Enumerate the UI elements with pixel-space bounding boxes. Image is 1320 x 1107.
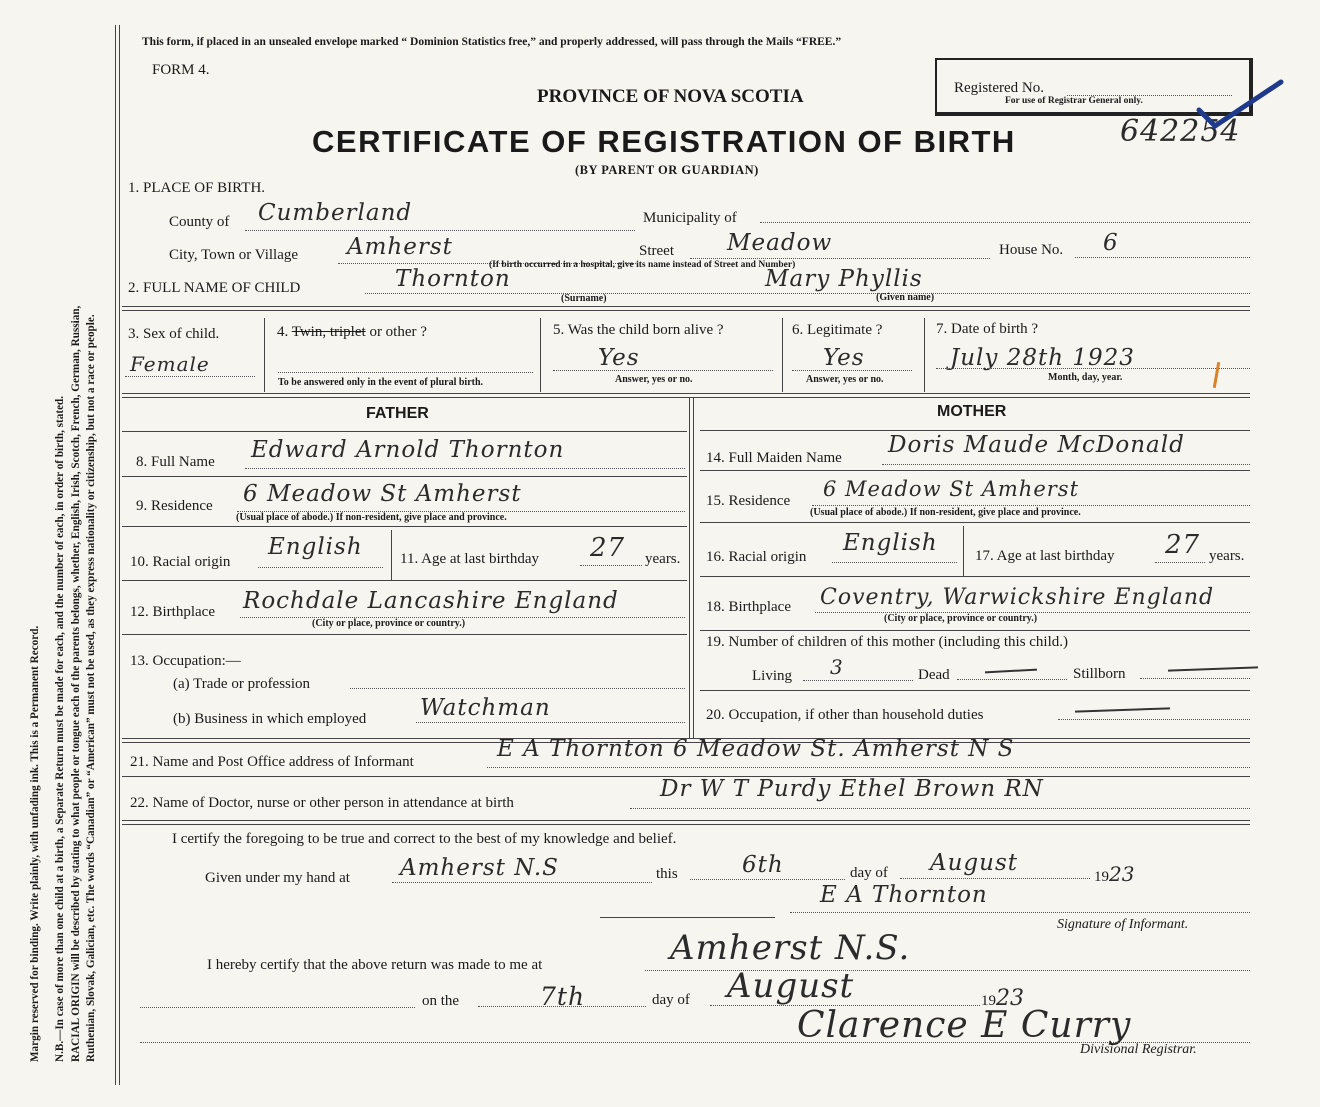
father-name-value: Edward Arnold Thornton (251, 437, 565, 463)
mother-occupation-label: 20. Occupation, if other than household duties (706, 707, 984, 723)
registrar-year-value: 23 (996, 986, 1024, 1011)
twin-struck: Twin, triplet (291, 324, 366, 340)
registered-no-label: Registered No. (954, 80, 1044, 96)
mother-age-label: 17. Age at last birthday (975, 548, 1115, 564)
hospital-note: (If birth occurred in a hospital, give its name instead of Street and Number) (489, 260, 796, 270)
given-place-value: Amherst N.S (400, 855, 559, 881)
father-heading: FATHER (366, 405, 429, 422)
city-label: City, Town or Village (169, 247, 299, 263)
twin-suffix: or other ? (369, 324, 427, 340)
father-birthplace-label: 12. Birthplace (130, 604, 215, 620)
alive-label: 5. Was the child born alive ? (553, 322, 724, 338)
margin-note: Ruthenian, Slovak, Galician, etc. The words “Canadian” or “American” must not be used, as they express nationality or citizenship, but not a race or people. (85, 314, 97, 1062)
father-racial-value: English (268, 534, 363, 560)
given-caption: (Given name) (876, 292, 935, 303)
child-surname-value: Thornton (395, 266, 511, 292)
dob-caption: Month, day, year. (1048, 372, 1123, 383)
mother-heading: MOTHER (937, 403, 1007, 420)
margin-note: RACIAL ORIGIN will be described by stating to what people or tongue each of the parents belongs, whether, English, Irish, Scotch, French, German, Russian, (70, 305, 82, 1062)
stillborn-label: Stillborn (1073, 666, 1126, 682)
dead-label: Dead (918, 667, 950, 683)
living-value: 3 (830, 655, 844, 679)
mother-birthplace-value: Coventry, Warwickshire England (820, 585, 1215, 610)
registrar-statement: I hereby certify that the above return was made to me at (207, 957, 543, 973)
margin-notes-text (28, 22, 99, 1062)
legitimate-label: 6. Legitimate ? (792, 322, 883, 338)
this-label: this (656, 866, 678, 882)
informant-value: E A Thornton 6 Meadow St. Amherst N S (497, 736, 1015, 762)
registrar-year-prefix: 19 (981, 993, 996, 1009)
registrar-place-value: Amherst N.S. (670, 928, 911, 968)
orange-tick-mark (1213, 362, 1220, 388)
margin-note: N.B.—In case of more than one child at a birth, a Separate Return must be made for each, and the number of each, in order of birth, stated. (54, 395, 66, 1062)
house-label: House No. (999, 242, 1064, 258)
certification-statement: I certify the foregoing to be true and correct to the best of my knowledge and belief. (172, 831, 677, 847)
registrar-signature: Clarence E Curry (797, 1005, 1132, 1046)
father-birthplace-caption: (City or place, province or country.) (312, 618, 466, 629)
registered-no-note: For use of Registrar General only. (1005, 96, 1143, 106)
house-value: 6 (1103, 230, 1119, 256)
dob-label: 7. Date of birth ? (936, 321, 1039, 337)
binding-margin-rule (115, 25, 120, 1085)
registrar-day-of-label: day of (652, 992, 690, 1008)
check-mark-icon (1195, 78, 1285, 133)
doctor-label: 22. Name of Doctor, nurse or other person in attendance at birth (130, 795, 514, 811)
twin-note: To be answered only in the event of plural birth. (278, 377, 484, 388)
alive-value: Yes (598, 345, 640, 371)
father-name-label: 8. Full Name (136, 454, 215, 470)
signature-line (600, 917, 775, 918)
mother-name-value: Doris Maude McDonald (888, 432, 1185, 458)
business-value: Watchman (420, 695, 551, 721)
sex-value: Female (130, 352, 210, 376)
informant-label: 21. Name and Post Office address of Informant (130, 754, 414, 770)
registrar-month-value: August (727, 966, 855, 1006)
child-name-label: 2. FULL NAME OF CHILD (128, 280, 301, 296)
page-subtitle: (BY PARENT OR GUARDIAN) (575, 163, 759, 177)
day-of-label: day of (850, 865, 888, 881)
informant-signature-caption: Signature of Informant. (1057, 917, 1189, 932)
postal-notice: This form, if placed in an unsealed envelope marked “ Dominion Statistics free,” and properly addressed, will pass through the Mails “FREE.” (142, 36, 842, 48)
form-number: FORM 4. (152, 62, 210, 78)
province-heading: PROVINCE OF NOVA SCOTIA (537, 86, 804, 107)
father-age-label: 11. Age at last birthday (400, 551, 539, 567)
street-value: Meadow (727, 230, 833, 256)
year-prefix: 19 (1094, 869, 1109, 885)
registrar-signature-caption: Divisional Registrar. (1080, 1042, 1197, 1057)
registrar-day-value: 7th (540, 982, 586, 1011)
mother-name-label: 14. Full Maiden Name (706, 450, 842, 466)
street-label: Street (639, 243, 674, 259)
father-residence-value: 6 Meadow St Amherst (243, 481, 522, 507)
mother-racial-value: English (843, 530, 938, 556)
city-value: Amherst (347, 234, 453, 260)
twin-prefix: 4. (277, 324, 289, 340)
mother-birthplace-caption: (City or place, province or country.) (884, 613, 1038, 624)
dob-value: July 28th 1923 (950, 345, 1135, 371)
father-racial-label: 10. Racial origin (130, 554, 231, 570)
sex-label: 3. Sex of child. (128, 326, 220, 342)
alive-caption: Answer, yes or no. (615, 374, 693, 385)
year-value: 23 (1109, 862, 1135, 886)
mother-birthplace-label: 18. Birthplace (706, 599, 791, 615)
legitimate-value: Yes (823, 345, 865, 371)
father-occupation-label: 13. Occupation:— (130, 653, 241, 669)
given-year-label (1094, 862, 1134, 886)
given-under-label: Given under my hand at (205, 870, 350, 886)
father-age-suffix: years. (645, 551, 681, 567)
child-given-value: Mary Phyllis (765, 266, 923, 292)
informant-signature: E A Thornton (820, 882, 988, 908)
mother-residence-value: 6 Meadow St Amherst (823, 477, 1080, 501)
twin-label (277, 324, 427, 341)
father-residence-label: 9. Residence (136, 498, 213, 514)
doctor-value: Dr W T Purdy Ethel Brown RN (660, 776, 1044, 802)
registrar-on-label: on the (422, 993, 460, 1009)
registered-no-value: 642254 (1120, 114, 1241, 149)
place-of-birth-heading: 1. PLACE OF BIRTH. (128, 180, 266, 196)
county-label: County of (169, 214, 230, 230)
county-value: Cumberland (258, 200, 413, 226)
given-month-value: August (930, 850, 1019, 876)
father-residence-caption: (Usual place of abode.) If non-resident, give place and province. (236, 512, 507, 523)
father-age-value: 27 (590, 533, 626, 563)
living-label: Living (752, 668, 792, 684)
mother-age-value: 27 (1165, 530, 1201, 560)
margin-note: Margin reserved for binding. Write plainly, with unfading ink. This is a Permanent Record. (29, 625, 41, 1062)
page-title: CERTIFICATE OF REGISTRATION OF BIRTH (312, 124, 1016, 159)
mother-racial-label: 16. Racial origin (706, 549, 807, 565)
mother-residence-caption: (Usual place of abode.) If non-resident, give place and province. (810, 507, 1081, 518)
trade-label: (a) Trade or profession (173, 676, 311, 692)
mother-residence-label: 15. Residence (706, 493, 791, 509)
column-divider (689, 398, 694, 738)
municipality-label: Municipality of (643, 210, 737, 226)
mother-age-suffix: years. (1209, 548, 1245, 564)
surname-caption: (Surname) (561, 293, 607, 304)
children-label: 19. Number of children of this mother (including this child.) (706, 634, 1069, 650)
given-day-value: 6th (742, 852, 784, 878)
business-label: (b) Business in which employed (173, 711, 367, 727)
legitimate-caption: Answer, yes or no. (806, 374, 884, 385)
father-birthplace-value: Rochdale Lancashire England (243, 588, 619, 614)
